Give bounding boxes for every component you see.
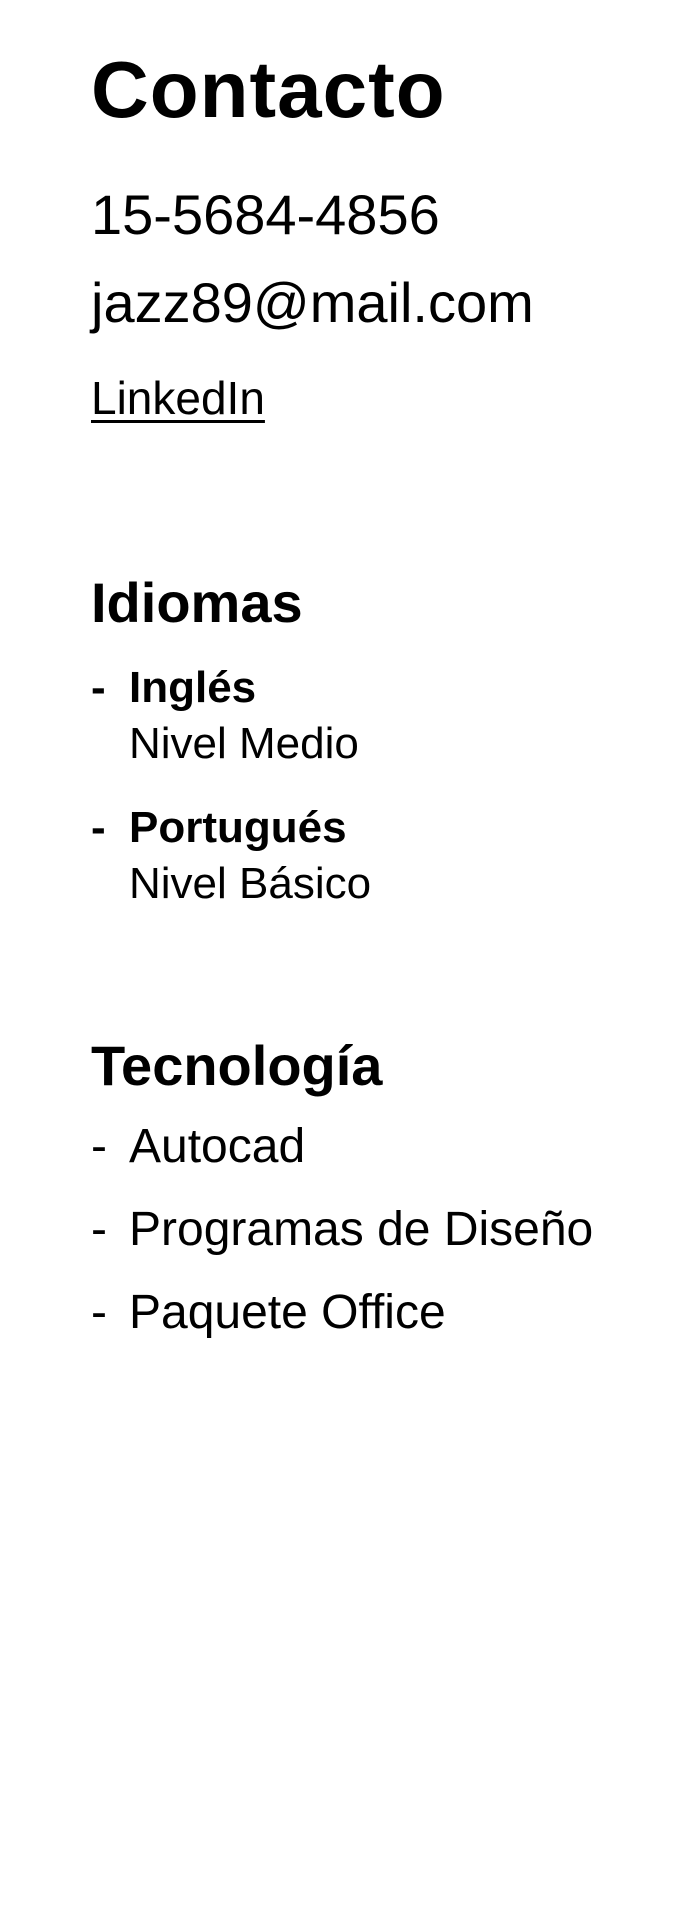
phone-number: 15-5684-4856 <box>91 183 440 246</box>
language-level: Nivel Medio <box>129 719 359 768</box>
language-name: Portugués <box>129 803 347 852</box>
language-row <box>91 660 671 716</box>
technology-name: Autocad <box>129 1120 306 1173</box>
technology-title: Tecnología <box>91 1034 383 1097</box>
linkedin-link[interactable]: LinkedIn <box>91 372 265 424</box>
language-name: Inglés <box>129 663 257 712</box>
technology-item <box>91 1117 305 1177</box>
bullet-dash: - <box>91 1286 107 1339</box>
contact-title: Contacto <box>91 45 446 134</box>
technology-item <box>91 1283 446 1343</box>
technology-name: Paquete Office <box>129 1286 446 1339</box>
bullet-dash: - <box>91 1120 107 1173</box>
language-row <box>91 800 671 856</box>
languages-title: Idiomas <box>91 571 303 634</box>
language-item <box>91 800 671 912</box>
bullet-dash: - <box>91 803 106 852</box>
technology-name: Programas de Diseño <box>129 1203 594 1256</box>
email-address: jazz89@mail.com <box>91 271 534 334</box>
bullet-dash: - <box>91 1203 107 1256</box>
bullet-dash: - <box>91 663 106 712</box>
technology-item <box>91 1200 593 1260</box>
language-item <box>91 660 671 772</box>
language-level: Nivel Básico <box>129 859 372 908</box>
